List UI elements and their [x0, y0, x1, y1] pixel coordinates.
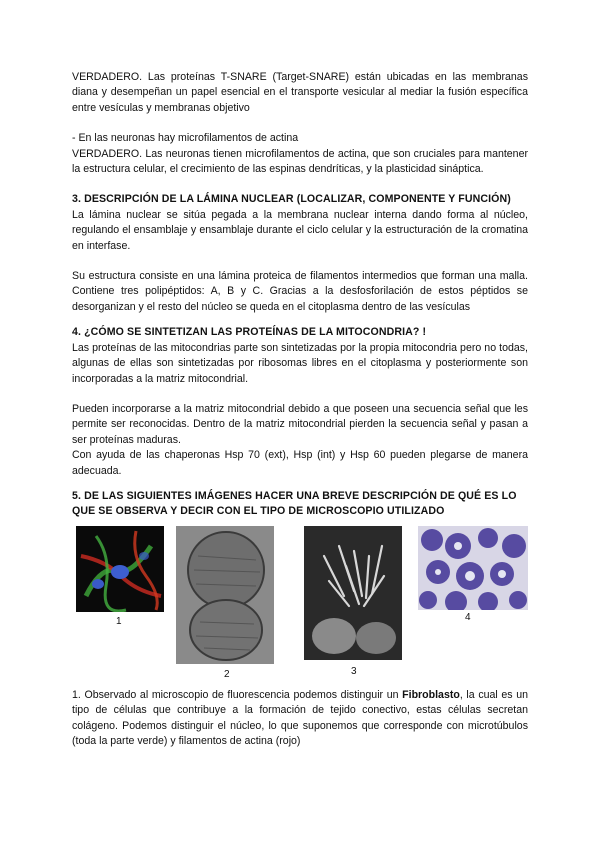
mitochondria-electron-micrograph — [176, 526, 274, 664]
fibroblast-term: Fibroblasto — [402, 688, 460, 701]
paragraph-mito-1: Las proteínas de las mitocondrias parte son sintetizadas por la propia mitocondria pero no todas, algunas de ellas son sintetizadas por ribosomas libres en el citoplasma y posteriormente son incorporadas a la matriz mitocondrial. — [72, 341, 528, 385]
paragraph-neurons: VERDADERO. Las neuronas tienen microfilamentos de actina, que son cruciales para mantener la estructura celular, el crecimiento de las espinas dendríticas, y la plasticidad sináptica. — [72, 147, 528, 176]
heading-4: 4. ¿CÓMO SE SINTETIZAN LAS PROTEÍNAS DE LA MITOCONDRIA? ! — [72, 326, 427, 339]
figure-label-1: 1 — [116, 615, 122, 627]
figure-row — [72, 524, 528, 684]
figure-label-3: 3 — [351, 665, 357, 677]
paragraph-figure-1-start: 1. Observado al microscopio de fluorescencia podemos distinguir un — [72, 688, 403, 701]
statement-neurons: - En las neuronas hay microfilamentos de actina — [72, 132, 299, 145]
cilia-scanning-micrograph — [304, 526, 402, 660]
paragraph-tsnare: VERDADERO. Las proteínas T-SNARE (Target-SNARE) están ubicadas en las membranas diana y desempeñan un papel esencial en el transporte vesicular al mediar la fusión específica entre vesículas y membranas objetivo — [72, 71, 528, 114]
figure-label-4: 4 — [465, 611, 471, 623]
fluorescence-fibroblast-image — [76, 526, 164, 612]
figure-label-2: 2 — [224, 668, 230, 680]
paragraph-mito-2: Pueden incorporarse a la matriz mitocondrial debido a que poseen una secuencia señal que les permite ser reconocidas. Dentro de la matriz mitocondrial pierden la secuencia señal y pasan a ser proteínas maduras. — [72, 402, 528, 446]
heading-3: 3. DESCRIPCIÓN DE LA LÁMINA NUCLEAR (LOCALIZAR, COMPONENTE Y FUNCIÓN) — [72, 193, 511, 206]
paragraph-lamina-1: La lámina nuclear se sitúa pegada a la membrana nuclear interna dando forma al núcleo, regulando el ensamblaje y ensamblaje durante el ciclo celular y la estructuración de la cromatina en interfase. — [72, 208, 528, 252]
document-page — [72, 70, 528, 749]
paragraph-lamina-2: Su estructura consiste en una lámina proteica de filamentos intermedios que forman una malla. Contiene tres polipéptidos: A, B y C. Gracias a la desfosforilación de estos péptidos se desorganizan y el resto del núcleo se queda en el citoplasma dentro de las vesículas — [72, 270, 528, 313]
heading-5: 5. DE LAS SIGUIENTES IMÁGENES HACER UNA BREVE DESCRIPCIÓN DE QUÉ ES LO QUE SE OBSERVA Y DECIR CON EL TIPO DE MICROSCOPIO UTILIZADO — [72, 489, 517, 518]
paragraph-mito-3: Con ayuda de las chaperonas Hsp 70 (ext), Hsp (int) y Hsp 60 pueden plegarse de manera adecuada. — [72, 449, 528, 477]
stained-tissue-image — [418, 526, 528, 610]
paragraph-figure-1 — [72, 688, 528, 750]
paragraph-figure-1-rest: , la cual es un tipo de células que contribuye a la formación de tejido conectivo, estas células secretan colágeno. Podemos distinguir el núcleo, lo que suponemos que corresponde con microtúbulos (toda la parte verde) y filamentos de actina (rojo) — [72, 688, 529, 747]
